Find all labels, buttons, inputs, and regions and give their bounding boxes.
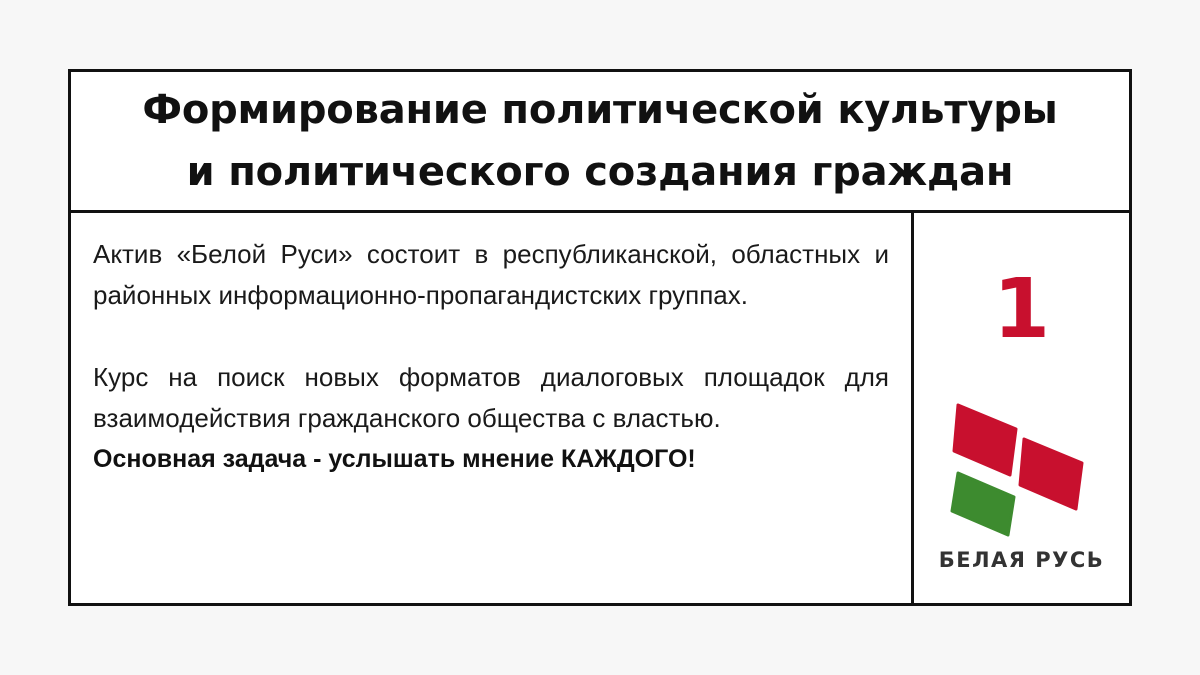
logo-red-top-tile: [954, 405, 1016, 475]
slide-title-line-1: Формирование политической культуры: [142, 87, 1058, 133]
paragraph-dialogue-platforms: Курс на поиск новых форматов диалоговых площадок для взаимодействия гражданского общества с властью.: [93, 362, 889, 433]
title-box: [71, 72, 1129, 213]
body-text: [93, 234, 889, 480]
slide-number: 1: [992, 262, 1051, 357]
belaya-rus-logo-icon: [944, 399, 1094, 539]
logo-text: БЕЛАЯ РУСЬ: [938, 548, 1105, 572]
logo-green-tile: [952, 473, 1014, 535]
slide-title-line-2: и политического создания граждан: [186, 149, 1014, 195]
main-task-statement: Основная задача - услышать мнение КАЖДОГО!: [93, 445, 696, 473]
paragraph-activists: Актив «Белой Руси» состоит в республиканской, областных и районных информационно-пропагандистских группах.: [93, 239, 889, 310]
slide-frame: [68, 69, 1132, 606]
logo-red-right-tile: [1020, 439, 1082, 509]
side-panel: [914, 213, 1129, 606]
